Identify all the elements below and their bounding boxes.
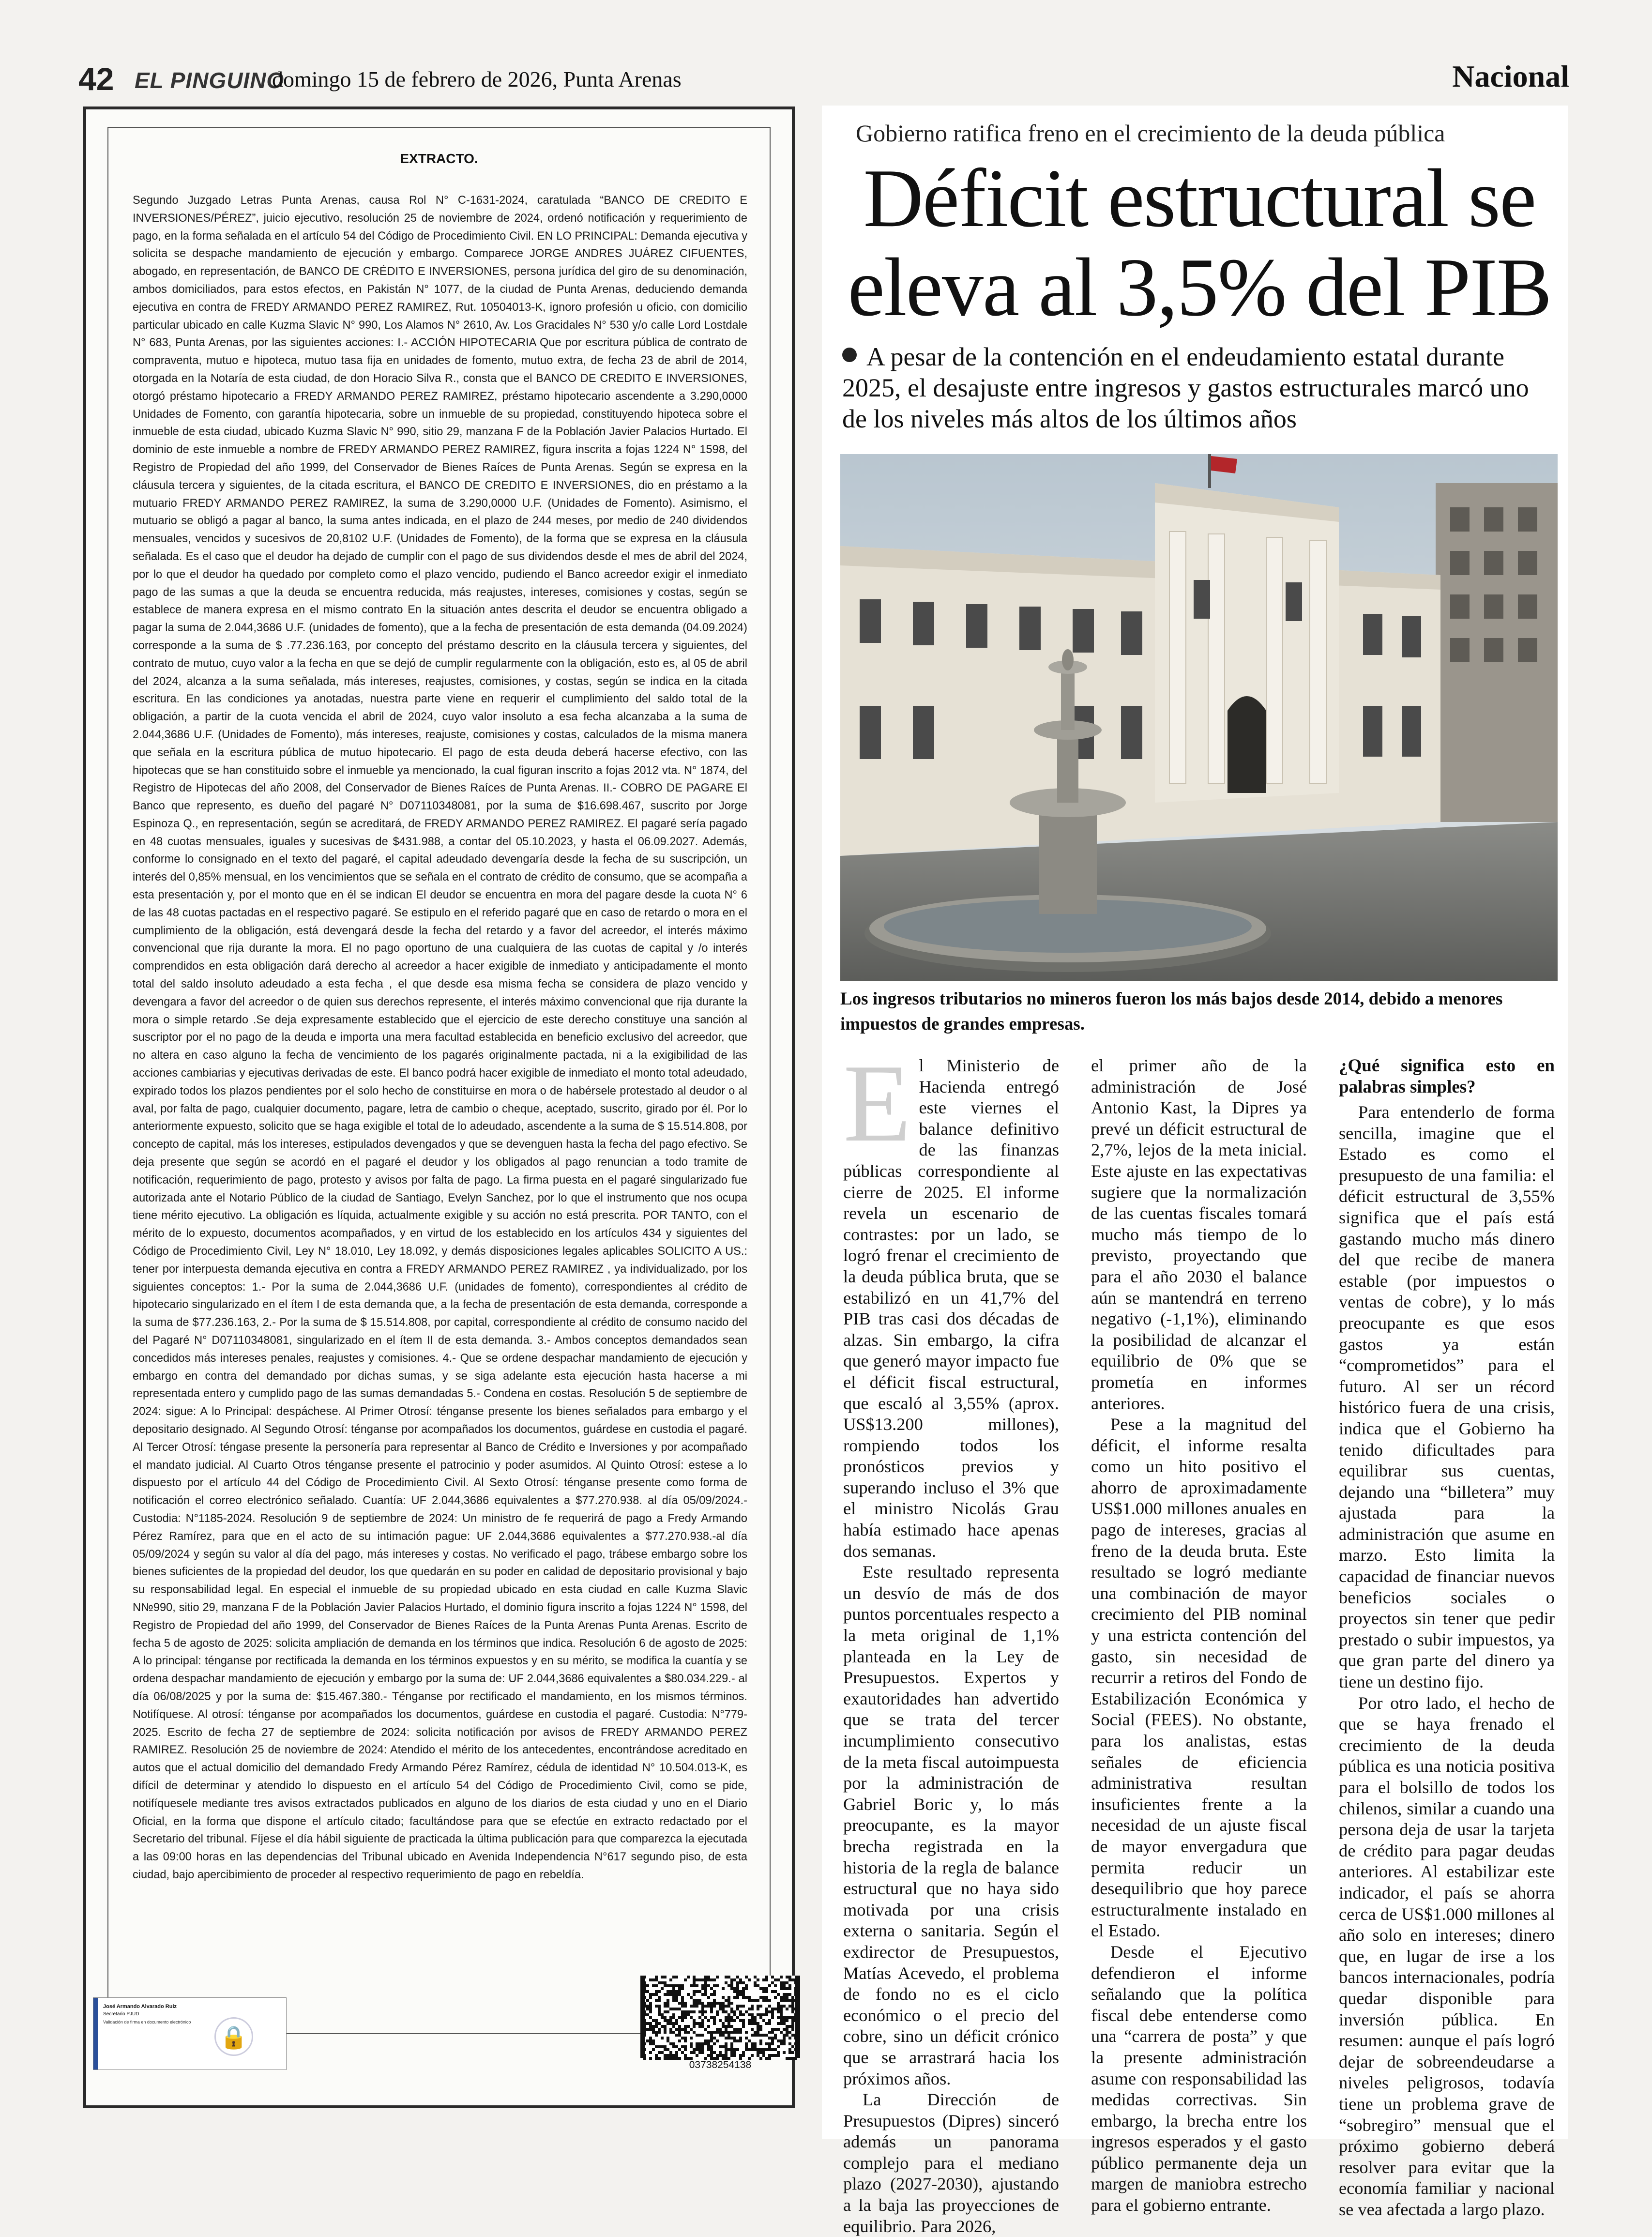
newspaper-brand: EL PINGUINO xyxy=(135,68,285,93)
legal-notice-frame xyxy=(107,127,771,2034)
article-column-1 xyxy=(843,1041,1059,2237)
page-number: 42 xyxy=(78,61,114,97)
article-paragraph: La Dirección de Presupuestos (Dipres) sinceró además un panorama complejo para el mediano plazo (2027-2030), ajustando a la baja las proyecciones de equilibrio. Para 2026, xyxy=(843,2090,1059,2236)
article-paragraph: Por otro lado, el hecho de que se haya frenado el crecimiento de la deuda pública es una noticia positiva para el bolsillo de todos los chilenos, similar a cuando una persona deja de usar la tarjeta de crédito para pagar deudas anteriores. Al estabilizar este indicador, el país se ahorra cerca de US$1.000 millones al año solo en intereses; dinero que, en lugar de irse a los bancos internacionales, podría quedar disponible para inversión pública. En resumen: aunque el país logró dejar de sobreendeudarse a niveles peligrosos, todavía tiene un problema grave de “sobregiro” mensual que el próximo gobierno deberá resolver para evitar que la economía familiar y nacional se vea afectada a largo plazo. xyxy=(1339,1693,1555,2219)
legal-notice-body: Segundo Juzgado Letras Punta Arenas, causa Rol N° C-1631-2024, caratulada “BANCO DE CREDITO E INVERSIONES/PÉREZ”, juicio ejecutivo, resolución 25 de noviembre de 2024, ordenó notificación y requerimiento de pago, en la forma señalada en el artículo 54 del Código de Procedimiento Civil. EN LO PRINCIPAL: Demanda ejecutiva y solicita se despache mandamiento de ejecución y embargo. Comparece JORGE ANDRES JUÁREZ CIFUENTES, abogado, en representación, de BANCO DE CRÉDITO E INVERSIONES, persona jurídica del giro de su denominación, ambos domiciliados, para estos efectos, en Pakistán N° 1077, de la ciudad de Punta Arenas, deduciendo demanda ejecutiva en contra de FREDY ARMANDO PEREZ RAMIREZ, Rut. 10504013-K, ignoro profesión u oficio, con domicilio particular ubicado en calle Kuzma Slavic N° 990, Los Alamos N° 2610, Av. Los Gracidales N° 530 y/o calle Lord Lostdale N° 683, Punta Arenas, por las siguientes acciones: I.- ACCIÓN HIPOTECARIA Que por escritura pública de contrato de compraventa, mutuo e hipoteca, mutuo tasa fija en unidades de fomento, mutuo extra, de fecha 23 de abril de 2014, otorgada en la Notaría de esta ciudad, de don Horacio Silva R., consta que el BANCO DE CREDITO E INVERSIONES, otorgó préstamo hipotecario a FREDY ARMANDO PEREZ RAMIREZ, préstamo hipotecario ascendente a 3.290,0000 Unidades de Fomento, con garantía hipotecaria, sobre un inmueble de su propiedad, constituyendo hipoteca sobre el inmueble de esta ciudad, ubicado Kuzma Slavic N° 990, sitio 29, manzana F de la Población Javier Palacios Hurtado. El dominio de este inmueble a nombre de FREDY ARMANDO PEREZ RAMIREZ, figura inscrita a fojas 1224 N° 1598, del Registro de Propiedad del año 1999, del Conservador de Bienes Raíces de Punta Arenas. Según se expresa en la cláusula tercera y siguientes, de la citada escritura, el BANCO DE CREDITO E INVERSIONES, dio en préstamo a la mutuario FREDY ARMANDO PEREZ RAMIREZ, la suma de 3.290,0000 U.F. (Unidades de Fomento). Asimismo, el mutuario se obligó a pagar al banco, la suma antes indicada, en el plazo de 244 meses, por medio de 240 dividendos mensuales, vencidos y sucesivos de 20,8102 U.F. (Unidades de Fomento), de la forma que se expresa en la cláusula señalada. Es el caso que el deudor ha dejado de cumplir con el pago de sus dividendos desde el mes de abril del 2024, por lo que el deudor ha quedado por completo como el plazo vencido, pudiendo el Banco acreedor exigir el inmediato pago de las sumas a que la deuda se encuentra reducida, más reajustes, intereses, comisiones y costas, según se establece de manera expresa en el mismo contrato En la situación antes descrita el deudor se encuentra obligado a pagar la suma de 2.044,3686 U.F. (unidades de fomento), que a la fecha de presentación de esta demanda (04.09.2024) corresponde a la suma de $ .77.236.163, por concepto del préstamo descrito en la cláusula tercera y siguientes, del contrato de mutuo, cuyo valor a la fecha en que se dejó de cumplir regularmente con la obligación, esto es, al 05 de abril del 2024, alcanza a la suma señalada, más intereses, reajustes, comisiones, y costas, según se indica en la citada escritura. En las condiciones ya anotadas, nuestra parte viene en requerir el cumplimiento del saldo total de la obligación, a partir de la cuota vencida el abril de 2024, cuyo valor insoluto a esa fecha alcanzaba a la suma de 2.044,3686 U.F. (Unidades de Fomento), más intereses, reajuste, comisiones y costas, calculados de la misma manera que señala en la escritura pública de mutuo hipotecario. El pago de esta deuda deberá hacerse efectivo, con las hipotecas que se han constituido sobre el inmueble ya mencionado, la cual figuran inscrito a fojas 2012 vta. N° 1874, del Registro de Hipotecas del año 2008, del Conservador de Bienes Raíces de Punta Arenas. II.- COBRO DE PAGARE El Banco que represento, es dueño del pagaré N° D07110348081, por la suma de $16.698.467, suscrito por Jorge Espinoza Q., en representación, según se acreditará, de FREDY ARMANDO PEREZ RAMIREZ. El pagaré sería pagado en 48 cuotas mensuales, iguales y sucesivas de $431.988, a contar del 05.10.2023, y hasta el 06.09.2027. Además, conforme lo consignado en el texto del pagaré, el capital adeudado devengaría desde la fecha de su suscripción, un interés del 0,85% mensual, en los vencimientos que se señala en el contrato de crédito de consumo, que se acompaña a esta presentación y, por el monto que en él se indican El deudor se encuentra en mora del pagare desde la cuota N° 6 de las 48 cuotas pactadas en el respectivo pagaré. Se estipulo en el referido pagaré que en caso de retardo o mora en el cumplimiento de la obligación, está devengará desde la fecha del retardo y a favor del acreedor, el interés máximo convencional que rija durante la mora. El no pago oportuno de una cualquiera de las cuotas de capital y /o interés comprendidos en esta obligación dará derecho al acreedor a hacer exigible de inmediato y anticipadamente el monto total del saldo insoluto adeudado a esta fecha , el que desde esa misma fecha se considera de plazo vencido y devengara a favor del acreedor o de quien sus derechos represente, el interés máximo convencional que rija durante la mora o simple retardo .Se deja expresamente establecido que el ejercicio de este derecho constituye una sanción al suscriptor por el no pago de la deuda e importa una mera facultad establecida en beneficio exclusivo del acreedor, que no altera en caso alguno la fecha de vencimiento de los pagarés originalmente pactada, ni a la exigibilidad de las acciones cambiarias y ejecutivas derivadas de este. El banco podrá hacer exigible de inmediato el monto total adeudado, expirado todos los plazos pendientes por el solo hecho de constituirse en mora o de habérsele protestado al deudor o al aval, por falta de pago, cualquier documento, pagare, letra de cambio o cheque, aceptado, suscrito, girado por él. Por lo anteriormente expuesto, solicito que se haga exigible el total de lo adeudado, ascendente a la suma de $ 15.514.808, por concepto de capital, más los intereses, estipulados devengados y que se devenguen hasta la fecha del pago efectivo. Se deja presente que según se acordó en el pagaré el deudor y los obligados al pago renuncian a todo tramite de notificación, requerimiento de pago, protesto y avisos por falta de pago. La firma puesta en el pagaré singularizado fue autorizada ante el Notario Público de la ciudad de Santiago, Evelyn Sanchez, por lo que el instrumento que nos ocupa tiene mérito ejecutivo. La obligación es líquida, actualmente exigible y su acción no está prescrita. POR TANTO, con el mérito de lo expuesto, documentos acompañados, y en virtud de los establecido en los artículos 434 y siguientes del Código de Procedimiento Civil, Ley N° 18.010, Ley 18.092, y demás disposiciones legales aplicables SOLICITO A US.: tener por interpuesta demanda ejecutiva en contra a FREDY ARMANDO PEREZ RAMIREZ , ya individualizado, por los siguientes conceptos: 1.- Por la suma de 2.044,3686 U.F. (unidades de fomento), correspondientes al crédito de hipotecario singularizado en el ítem I de esta demanda que, a la fecha de presentación de esta demanda, corresponde a la suma de $77.236.163, 2.- Por la suma de $ 15.514.808, por capital, correspondiente al crédito de consumo nacido del del Pagaré N° D07110348081, singularizado en el ítem II de esta demanda. 3.- Ambos conceptos demandados sean concedidos más intereses penales, reajustes y comisiones. 4.- Que se ordene despachar mandamiento de ejecución y embargo en contra del demandado por dichas sumas, y se siga adelante esta ejecución hasta hacerse a mi representada entero y cumplido pago de las sumas demandadas 5.- Condena en costas. Resolución 5 de septiembre de 2024: sigue: A lo Principal: despáchese. Al Primer Otrosí: ténganse presente los bienes señalados para embargo y el depositario designado. Al Segundo Otrosí: ténganse por acompañados los documentos, guárdese en custodia el pagaré. Al Tercer Otrosí: téngase presente la personería para representar al Banco de Crédito e Inversiones y por acompañado el mandato judicial. Al Cuarto Otros ténganse presente el patrocinio y poder asumidos. Al Quinto Otrosí: estese a lo dispuesto por el artículo 44 del Código de Procedimiento Civil. Al Sexto Otrosí: ténganse presente como forma de notificación el correo electrónico señalado. Cuantía: UF 2.044,3686 equivalentes a $77.270.938. al día 05/09/2024.- Custodia: N°1185-2024. Resolución 9 de septiembre de 2024: Un ministro de fe requerirá de pago a Fredy Armando Pérez Ramírez, para que en el acto de su intimación pague: UF 2.044,3686 equivalentes a $77.270.938.-al día 05/09/2024 y según su valor al día del pago, más intereses y costas. No verificado el pago, trábese embargo sobre los bienes suficientes de la propiedad del deudor, los que quedarán en su poder en calidad de depositario provisional y bajo su responsabilidad legal. En especial el inmueble de su propiedad ubicado en esta ciudad en calle Kuzma Slavic N№990, sitio 29, manzana F de la Población Javier Palacios Hurtado, el dominio figura inscrito a fojas 1224 N° 1598, del Registro de Propiedad del año 1999, del Conservador de Bienes Raíces de la Punta Arenas Punta Arenas. Escrito de fecha 5 de agosto de 2025: solicita ampliación de demanda en los términos que indica. Resolución 6 de agosto de 2025: A lo principal: ténganse por rectificada la demanda en los términos expuestos y en su mérito, se modifica la cuantía y se ordena despachar mandamiento de ejecución y embargo por la suma de: UF 2.044,3686 equivalentes a $80.034.229.- al día 06/08/2025 y por la suma de: $15.467.380.- Ténganse por rectificado el mandamiento, en los mismos términos. Notifíquese. Al otrosí: ténganse por acompañados los documentos, guárdese en custodia el pagaré. Custodia: N°779-2025. Escrito de fecha 27 de septiembre de 2024: solicita notificación por avisos de FREDY ARMANDO PEREZ RAMIREZ. Resolución 25 de noviembre de 2024: Atendido el mérito de los antecedentes, encontrándose acreditado en autos que el actual domicilio del demandado Fredy Armando Pérez Ramírez, cédula de identidad N° 10.504.013-K, es difícil de determinar y atendido lo dispuesto en el artículo 54 del Código de Procedimiento Civil, como se pide, notifíquesele mediante tres avisos extractados publicados en alguno de los diarios de esta ciudad y uno en el Diario Oficial, en la forma que dispone el artículo citado; facultándose para que se efectúe en extracto redactado por el Secretario del tribunal. Fíjese el día hábil siguiente de practicada la última publicación para que comparezca la ejecutada a las 09:00 horas en las dependencias del Tribunal ubicado en Avenida Independencia N°617 segundo piso, de esta ciudad, bajo apercibimiento de proceder al respectivo requerimiento de pago en rebeldía. xyxy=(133,194,747,1881)
article xyxy=(822,106,1568,2236)
article-paragraph: l Ministerio de Hacienda entregó este viernes el balance definitivo de las finanzas públicas correspondiente al cierre de 2025. El informe revela un escenario de contrastes: por un lado, se logró frenar el crecimiento de la deuda pública bruta, que se estabilizó en un 41,7% del PIB tras casi dos décadas de alzas. Sin embargo, la cifra que generó mayor impacto fue el déficit fiscal estructural, que escaló al 3,55% (aprox. US$13.200 millones), rompiendo todos los pronósticos previos y superando incluso el 3% que el ministro Nicolás Grau había estimado hace apenas dos semanas. xyxy=(843,1056,1059,1561)
photo-caption: Los ingresos tributarios no mineros fueron los más bajos desde 2014, debido a menores impuestos de grandes empresas. xyxy=(840,989,1503,1034)
barcode-number: 03738254138 xyxy=(689,2059,752,2070)
article-paragraph: Pese a la magnitud del déficit, el informe resalta como un hito positivo el ahorro de aproximadamente US$1.000 millones anuales en pago de intereses, gracias al freno de la deuda bruta. Este resultado se logró mediante una combinación de mayor crecimiento del PIB nominal y una estricta contención del gasto, sin necesidad de recurrir a retiros del Fondo de Estabilización Económica y Social (FEES). No obstante, para los analistas, estas señales de eficiencia administrativa resultan insuficientes frente a la necesidad de un ajuste fiscal de mayor envergadura que permita reducir un desequilibrio que hoy parece estructuralmente instalado en el Estado. xyxy=(1091,1415,1307,1941)
legal-notice xyxy=(83,107,795,2108)
electronic-signature xyxy=(93,1997,287,2070)
article-paragraph: Para entenderlo de forma sencilla, imagine que el Estado es como el presupuesto de una familia: el déficit estructural de 3,55% significa que el país está gastando mucho más dinero del que recibe de manera estable (por impuestos o ventas de cobre), y lo más preocupante es que esos gastos ya están “comprometidos” para el futuro. Al ser un récord histórico fuera de una crisis, indica que el Gobierno ha tenido dificultades para equilibrar sus cuentas, dejando una “billetera” muy ajustada para la administración que asume en marzo. Esto limita la capacidad de financiar nuevos beneficios sociales o proyectos sin tener que pedir prestado o subir impuestos, ya que gran parte del dinero ya tiene un destino fijo. xyxy=(1339,1102,1555,1692)
article-paragraph: Desde el Ejecutivo defendieron el informe señalando que la política fiscal debe entenderse como una “carrera de posta” y que la presente administración asume con responsabilidad las medidas correctivas. Sin embargo, la brecha entre los ingresos esperados y el gasto público permanente deja un margen de maniobra estrecho para el gobierno entrante. xyxy=(1091,1942,1307,2215)
article-headline: Déficit estructural se eleva al 3,5% del PIB xyxy=(848,152,1551,334)
signature-role: Secretario PJUD xyxy=(103,2011,139,2017)
signature-name: José Armando Alvarado Ruiz xyxy=(103,2004,177,2009)
article-column-3 xyxy=(1339,1055,1555,2220)
article-photo xyxy=(840,454,1558,981)
article-subhead: ¿Qué significa esto en palabras simples? xyxy=(1339,1056,1555,1097)
signature-text: Validación de firma en documento electrónico xyxy=(103,2020,191,2024)
barcode xyxy=(640,1976,800,2058)
section-name: Nacional xyxy=(1452,59,1569,93)
article-paragraph: Este resultado representa un desvío de más de dos puntos porcentuales respecto a la meta original de 1,1% planteada en la Ley de Presupuestos. Expertos y exautoridades han advertido que se trata del tercer incumplimiento consecutivo de la meta fiscal autoimpuesta por la administración de Gabriel Boric y, lo más preocupante, es la mayor brecha registrada en la historia de la regla de balance estructural que no haya sido motivada por una crisis externa o sanitaria. Según el exdirector de Presupuestos, Matías Acevedo, el problema de fondo no es el ciclo económico o el precio del cobre, sino un déficit crónico que se arrastrará hacia los próximos años. xyxy=(843,1562,1059,2088)
signature-accent-bar xyxy=(93,1998,98,2070)
lock-icon: 🔒 xyxy=(214,2017,253,2056)
legal-notice-title: EXTRACTO. xyxy=(400,151,478,166)
page-header xyxy=(78,61,1569,99)
article-column-2 xyxy=(1091,1055,1307,2216)
article-summary: A pesar de la contención en el endeudamiento estatal durante 2025, el desajuste entre ingresos y gastos estructurales marcó uno de los niveles más altos de los últimos años xyxy=(842,342,1529,433)
article-paragraph: el primer año de la administración de José Antonio Kast, la Dipres ya prevé un déficit estructural de 2,7%, lejos de la meta inicial. Este ajuste en las expectativas sugiere que la normalización de las cuentas fiscales tomará mucho más tiempo de lo previsto, proyectando que para el año 2030 el balance aún se mantendrá en terreno negativo (-1,1%), eliminando la posibilidad de alcanzar el equilibrio de 0% que se prometía en informes anteriores. xyxy=(1091,1056,1307,1413)
drop-cap: E xyxy=(843,1041,911,1165)
article-kicker: Gobierno ratifica freno en el crecimiento de la deuda pública xyxy=(856,120,1445,147)
dateline: domingo 15 de febrero de 2026, Punta Arenas xyxy=(272,67,682,91)
